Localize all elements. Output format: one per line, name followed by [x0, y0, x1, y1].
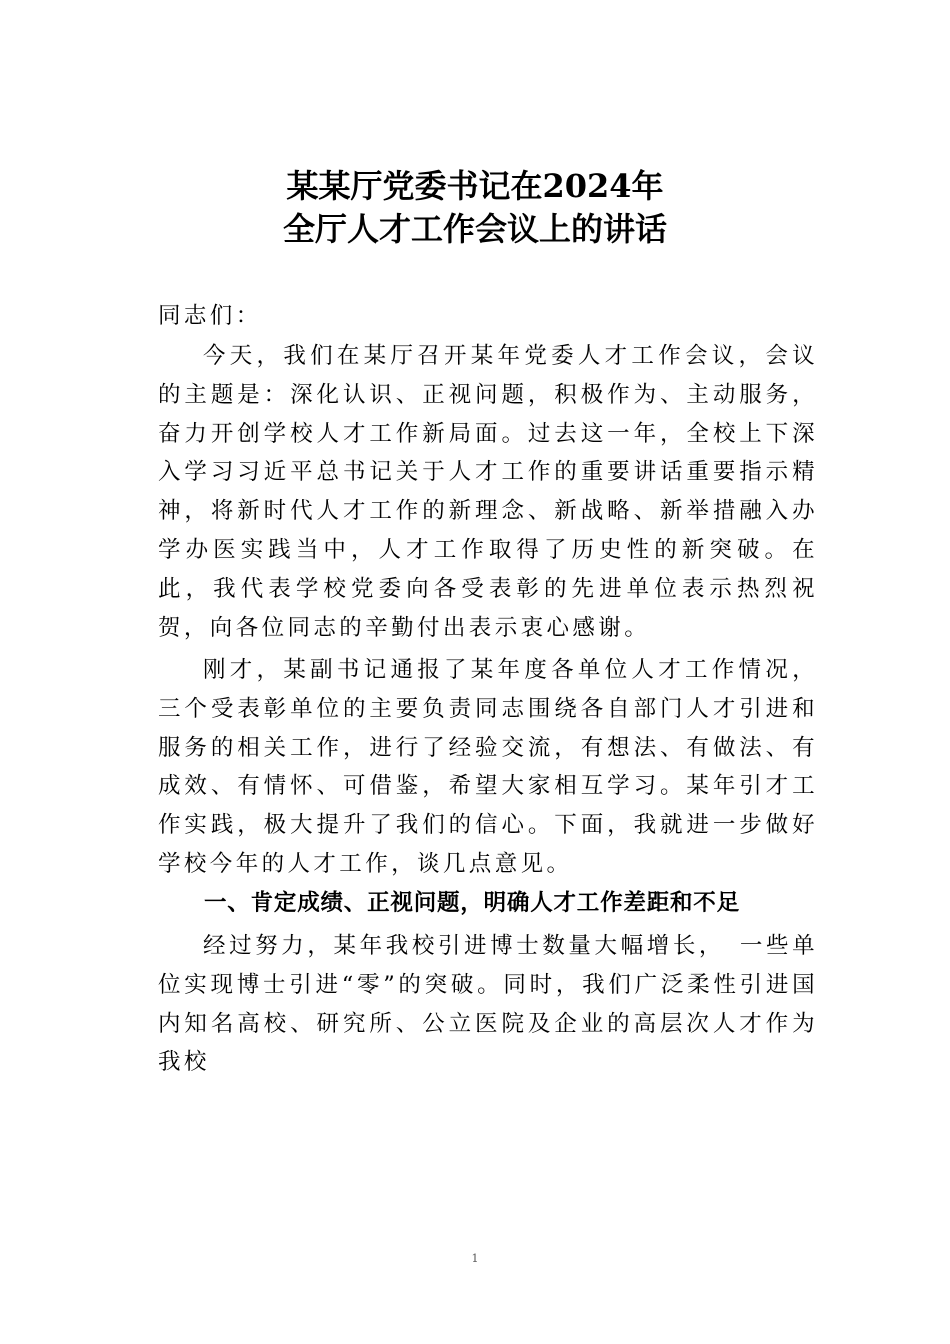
section-heading: 一、肯定成绩、正视问题，明确人才工作差距和不足 — [204, 890, 740, 916]
document-title-line-2: 全厅人才工作会议上的讲话 — [282, 210, 667, 248]
paragraph-summary: 刚才，某副书记通报了某年度各单位人才工作情况，三个受表彰单位的主要负责同志围绕各自部门人才引进和服务的相关工作，进行了经验交流，有想法、有做法、有成效、有情怀、可借鉴，希望大家相互学习。某年引才工作实践，极大提升了我们的信心。下面，我就进一步做好学校今年的人才工作，谈几点意见。 — [158, 657, 818, 877]
paragraph-opening: 今天，我们在某厅召开某年党委人才工作会议，会议的主题是：深化认识、正视问题，积极作为、主动服务，奋力开创学校人才工作新局面。过去这一年，全校上下深入学习习近平总书记关于人才工作的重要讲话重要指示精神，将新时代人才工作的新理念、新战略、新举措融入办学办医实践当中，人才工作取得了历史性的新突破。在此，我代表学校党委向各受表彰的先进单位表示热烈祝贺，向各位同志的辛勤付出表示衷心感谢。 — [158, 343, 818, 641]
page-number: 1 — [471, 1252, 479, 1265]
salutation: 同志们： — [158, 303, 262, 329]
document-title-line-1: 某某厅党委书记在2024年 — [286, 167, 664, 205]
paragraph-section-one: 经过努力，某年我校引进博士数量大幅增长， 一些单位实现博士引进“零”的突破。同时，我们广泛柔性引进国内知名高校、研究所、公立医院及企业的高层次人才作为我校 — [158, 933, 818, 1076]
